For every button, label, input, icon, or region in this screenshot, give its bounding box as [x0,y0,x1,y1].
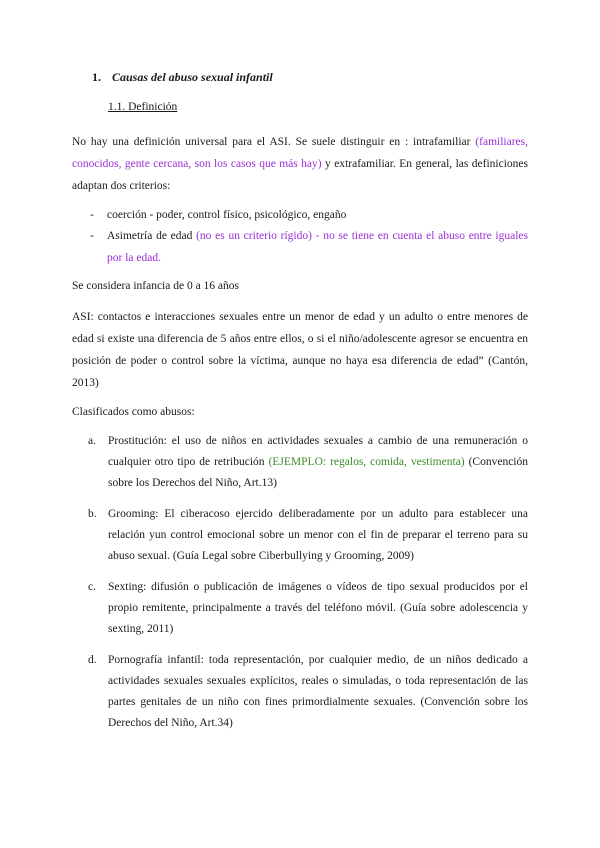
list-marker: c. [88,581,96,593]
list-marker: - [90,209,94,221]
abuse-text: Pornografía infantil: toda representación, por cualquier medio, de un niños dedicado a actividades sexuales sexuales explícitos, reales o simuladas, o toda representación de las partes genitales de un niño con fines primordialmente sexuales. (Convención sobre los Derechos del Niño, Art.34) [108,654,528,729]
list-marker: b. [88,508,97,520]
criteria-item [90,225,528,269]
infancy-paragraph: Se considera infancia de 0 a 16 años [72,280,240,292]
list-marker: a. [88,435,96,447]
criteria-text: coerción - poder, control físico, psicológico, engaño [107,209,347,221]
abuse-text: Grooming: El ciberacoso ejercido deliberadamente por un adulto para establecer una relación yun control emocional sobre un menor con el fin de preparar el terreno para su abuso sexual. (Guía Legal sobre Ciberbullying y Grooming, 2009) [108,508,528,562]
abuse-text: Prostitución: el uso de niños en actividades sexuales a cambio de una remuneración o cualquier otro tipo de retribución [108,435,528,468]
section-heading [92,70,273,85]
abuse-item [88,431,528,494]
classified-label: Clasificados como abusos: [72,406,195,418]
intro-text: No hay una definición universal para el ASI. Se suele distinguir en : intrafamiliar [72,136,476,148]
abuse-text: Sexting: difusión o publicación de imágenes o vídeos de tipo sexual producidos por el propio remitente, principalmente a través del teléfono móvil. (Guía sobre adolescencia y sexting, 2011) [108,581,528,635]
abuse-example: (EJEMPLO: regalos, comida, vestimenta) [268,456,465,468]
subsection-heading: 1.1. Definición [108,101,178,113]
abuse-source: (Convención sobre los Derechos del Niño, Art.13) [108,456,528,489]
criteria-note: (no es un criterio rígido) - no se tiene en cuenta el abuso entre iguales por la edad. [107,230,528,264]
section-title: Causas del abuso sexual infantil [112,70,273,84]
intro-text-end: y extrafamiliar. En general, las definiciones adaptan dos criterios: [72,158,528,192]
abuse-item [88,650,528,734]
criteria-item [90,204,528,226]
intro-paragraph [72,131,528,197]
asi-definition-paragraph: ASI: contactos e interacciones sexuales entre un menor de edad y un adulto o entre menores de edad si existe una diferencia de 5 años entre ellos, o si el niño/adolescente agresor se encuentra en posición de poder o control sobre la víctima, aunque no haya esa diferencia de edad” (Cantón, 2013) [72,311,528,389]
list-marker: d. [88,654,97,666]
abuse-item [88,577,528,640]
section-number: 1. [92,70,101,84]
criteria-text: Asimetría de edad [107,230,197,242]
abuse-item [88,504,528,567]
intro-note: (familiares, conocidos, gente cercana, son los casos que más hay) [72,136,528,170]
list-marker: - [90,230,94,242]
